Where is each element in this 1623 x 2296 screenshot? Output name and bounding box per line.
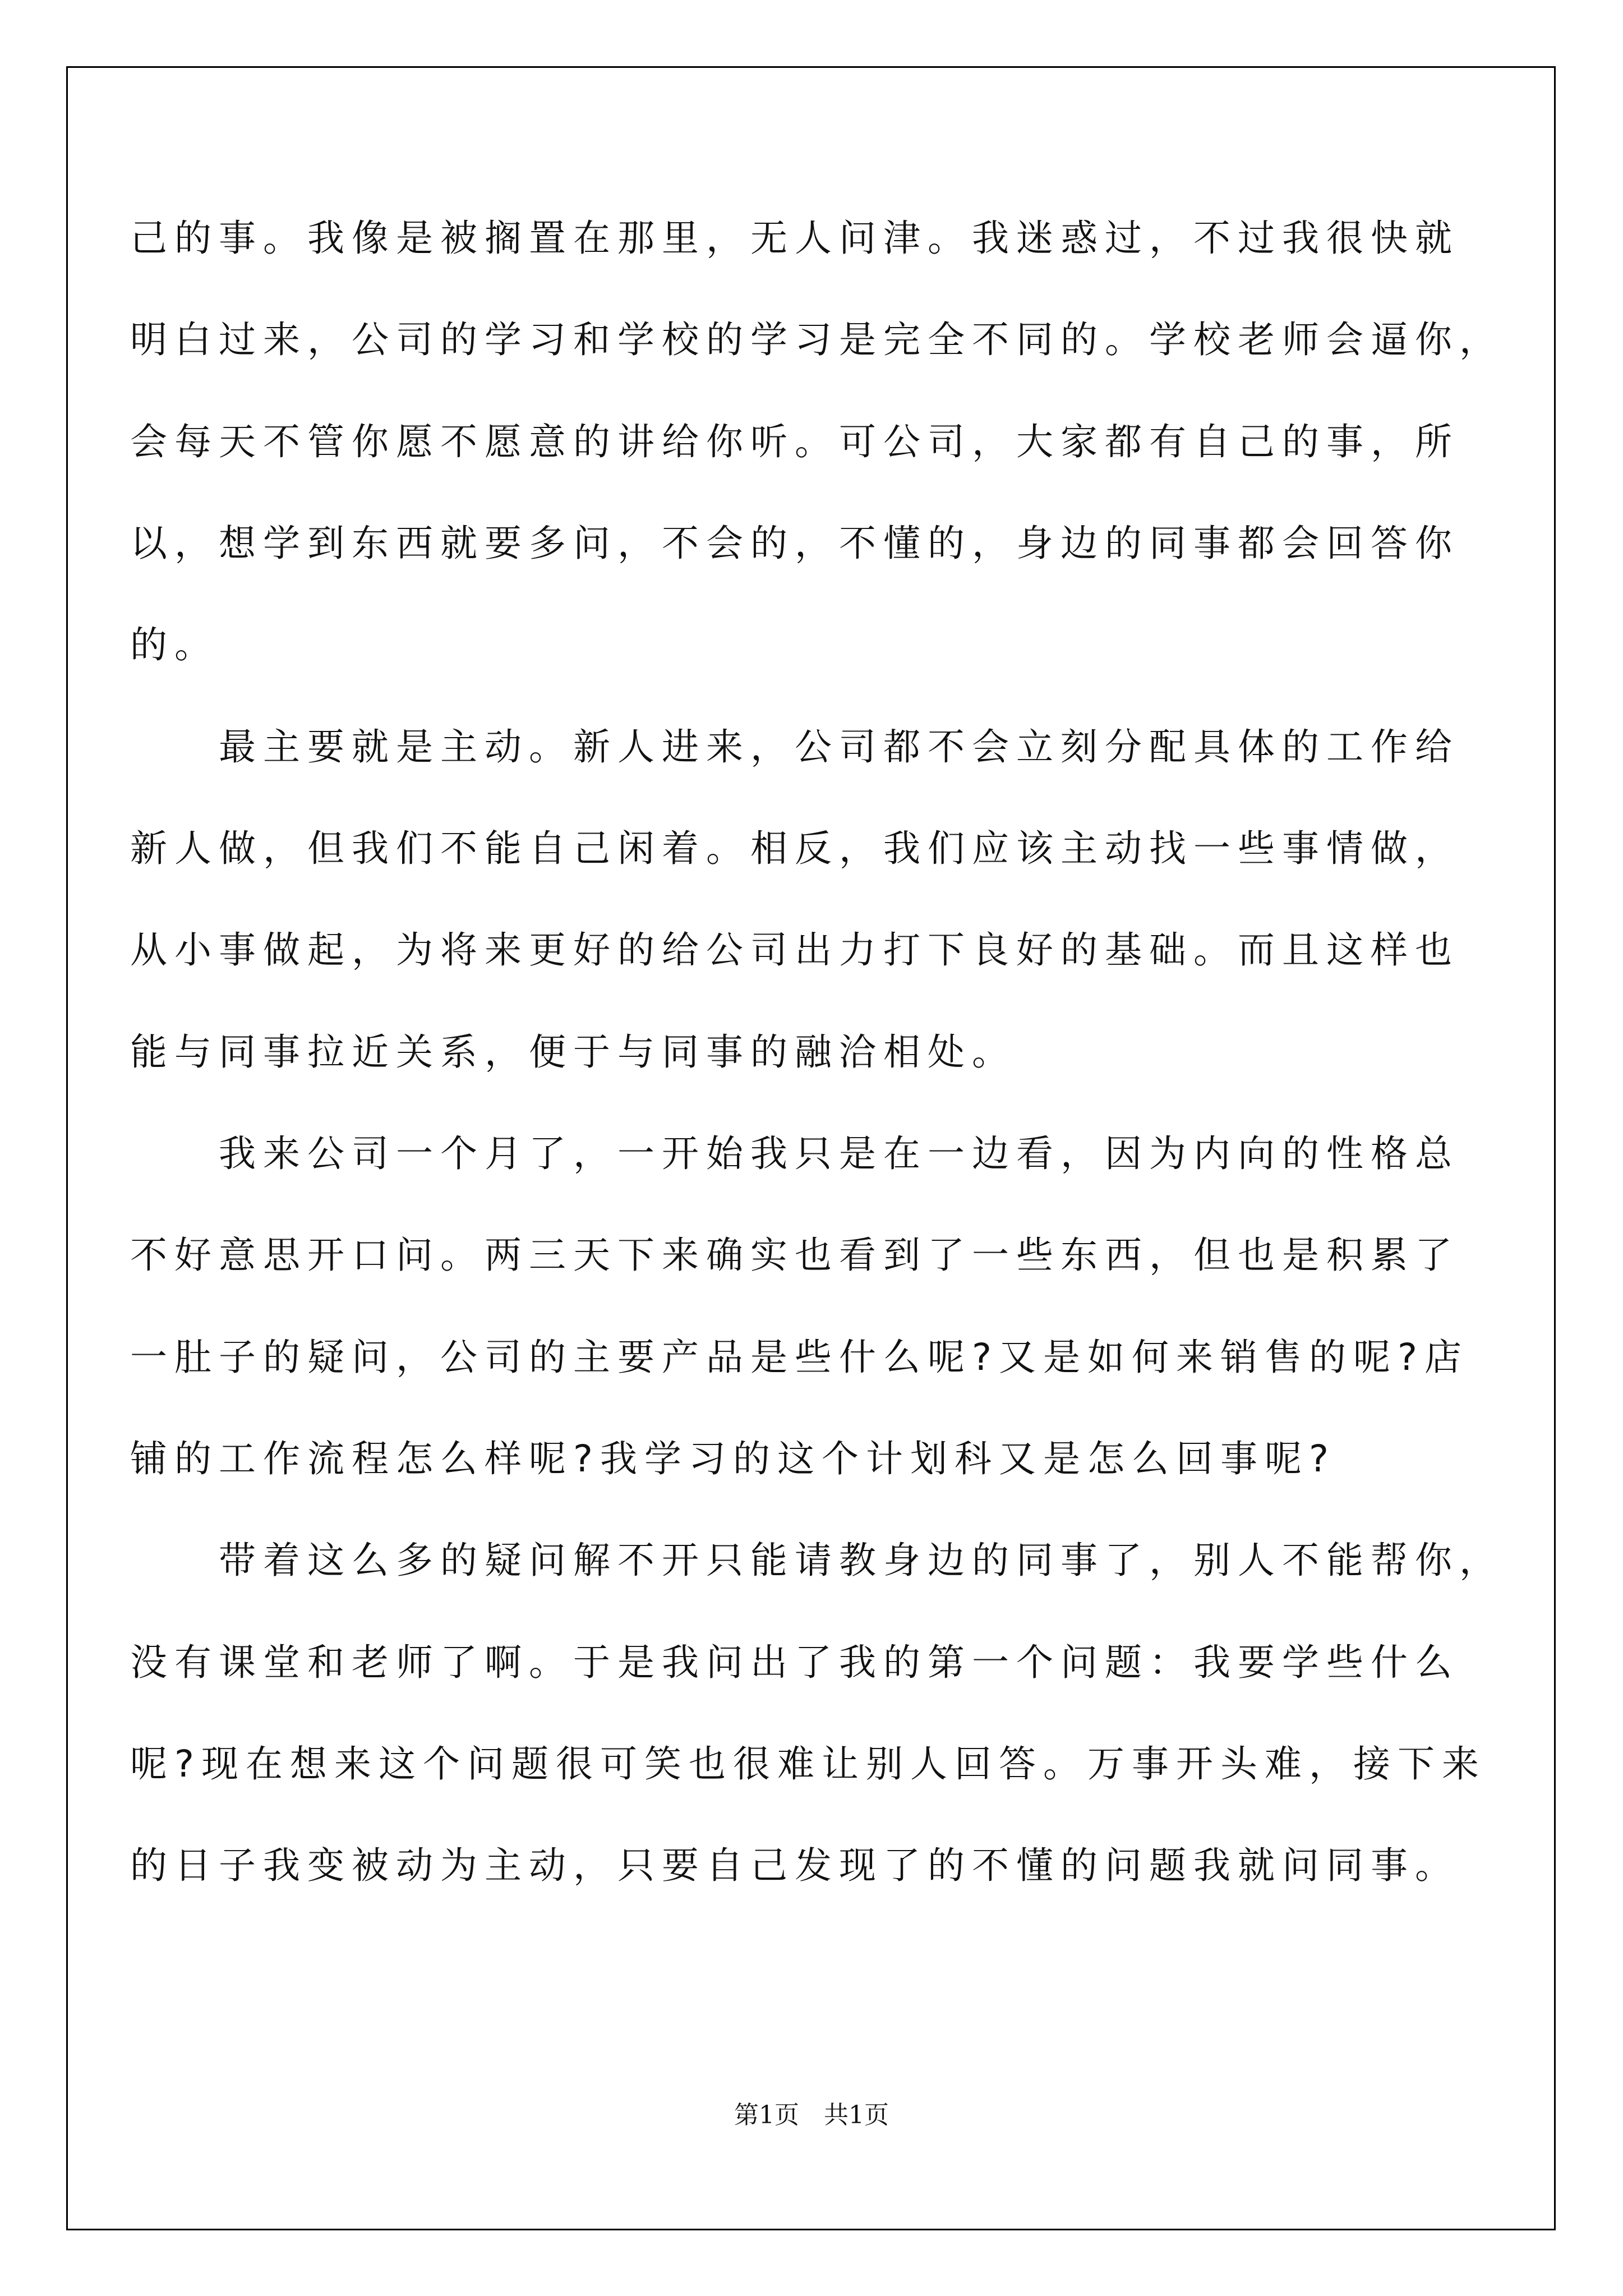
text-line: 呢?现在想来这个问题很可笑也很难让别人回答。万事开头难，接下来 [130, 1742, 1487, 1786]
text-line: 以，想学到东西就要多问，不会的，不懂的，身边的同事都会回答你 [130, 522, 1459, 565]
paragraph-first-line: 带着这么多的疑问解不开只能请教身边的同事了，别人不能帮你， [219, 1539, 1504, 1582]
text-line: 明白过来，公司的学习和学校的学习是完全不同的。学校老师会逼你， [130, 318, 1504, 361]
text-line: 的。 [130, 623, 219, 666]
text-line: 没有课堂和老师了啊。于是我问出了我的第一个问题：我要学些什么 [130, 1641, 1459, 1684]
text-line: 不好意思开口问。两三天下来确实也看到了一些东西，但也是积累了 [130, 1234, 1459, 1277]
paragraph-first-line: 我来公司一个月了，一开始我只是在一边看，因为内向的性格总 [219, 1132, 1459, 1175]
text-line: 一肚子的疑问，公司的主要产品是些什么呢?又是如何来销售的呢?店 [130, 1336, 1469, 1379]
text-line: 从小事做起，为将来更好的给公司出力打下良好的基础。而且这样也 [130, 928, 1459, 972]
text-line: 能与同事拉近关系，便于与同事的融洽相处。 [130, 1030, 1016, 1074]
paragraph-first-line: 最主要就是主动。新人进来，公司都不会立刻分配具体的工作给 [219, 725, 1459, 769]
text-line: 己的事。我像是被搁置在那里，无人问津。我迷惑过，不过我很快就 [130, 217, 1459, 260]
page-number: 第1页 共1页 [734, 2101, 889, 2129]
text-line: 会每天不管你愿不愿意的讲给你听。可公司，大家都有自己的事，所 [130, 420, 1459, 463]
text-line: 的日子我变被动为主动，只要自己发现了的不懂的问题我就问同事。 [130, 1844, 1459, 1887]
text-line: 铺的工作流程怎么样呢?我学习的这个计划科又是怎么回事呢? [130, 1437, 1336, 1480]
text-line: 新人做，但我们不能自己闲着。相反，我们应该主动找一些事情做， [130, 827, 1459, 870]
